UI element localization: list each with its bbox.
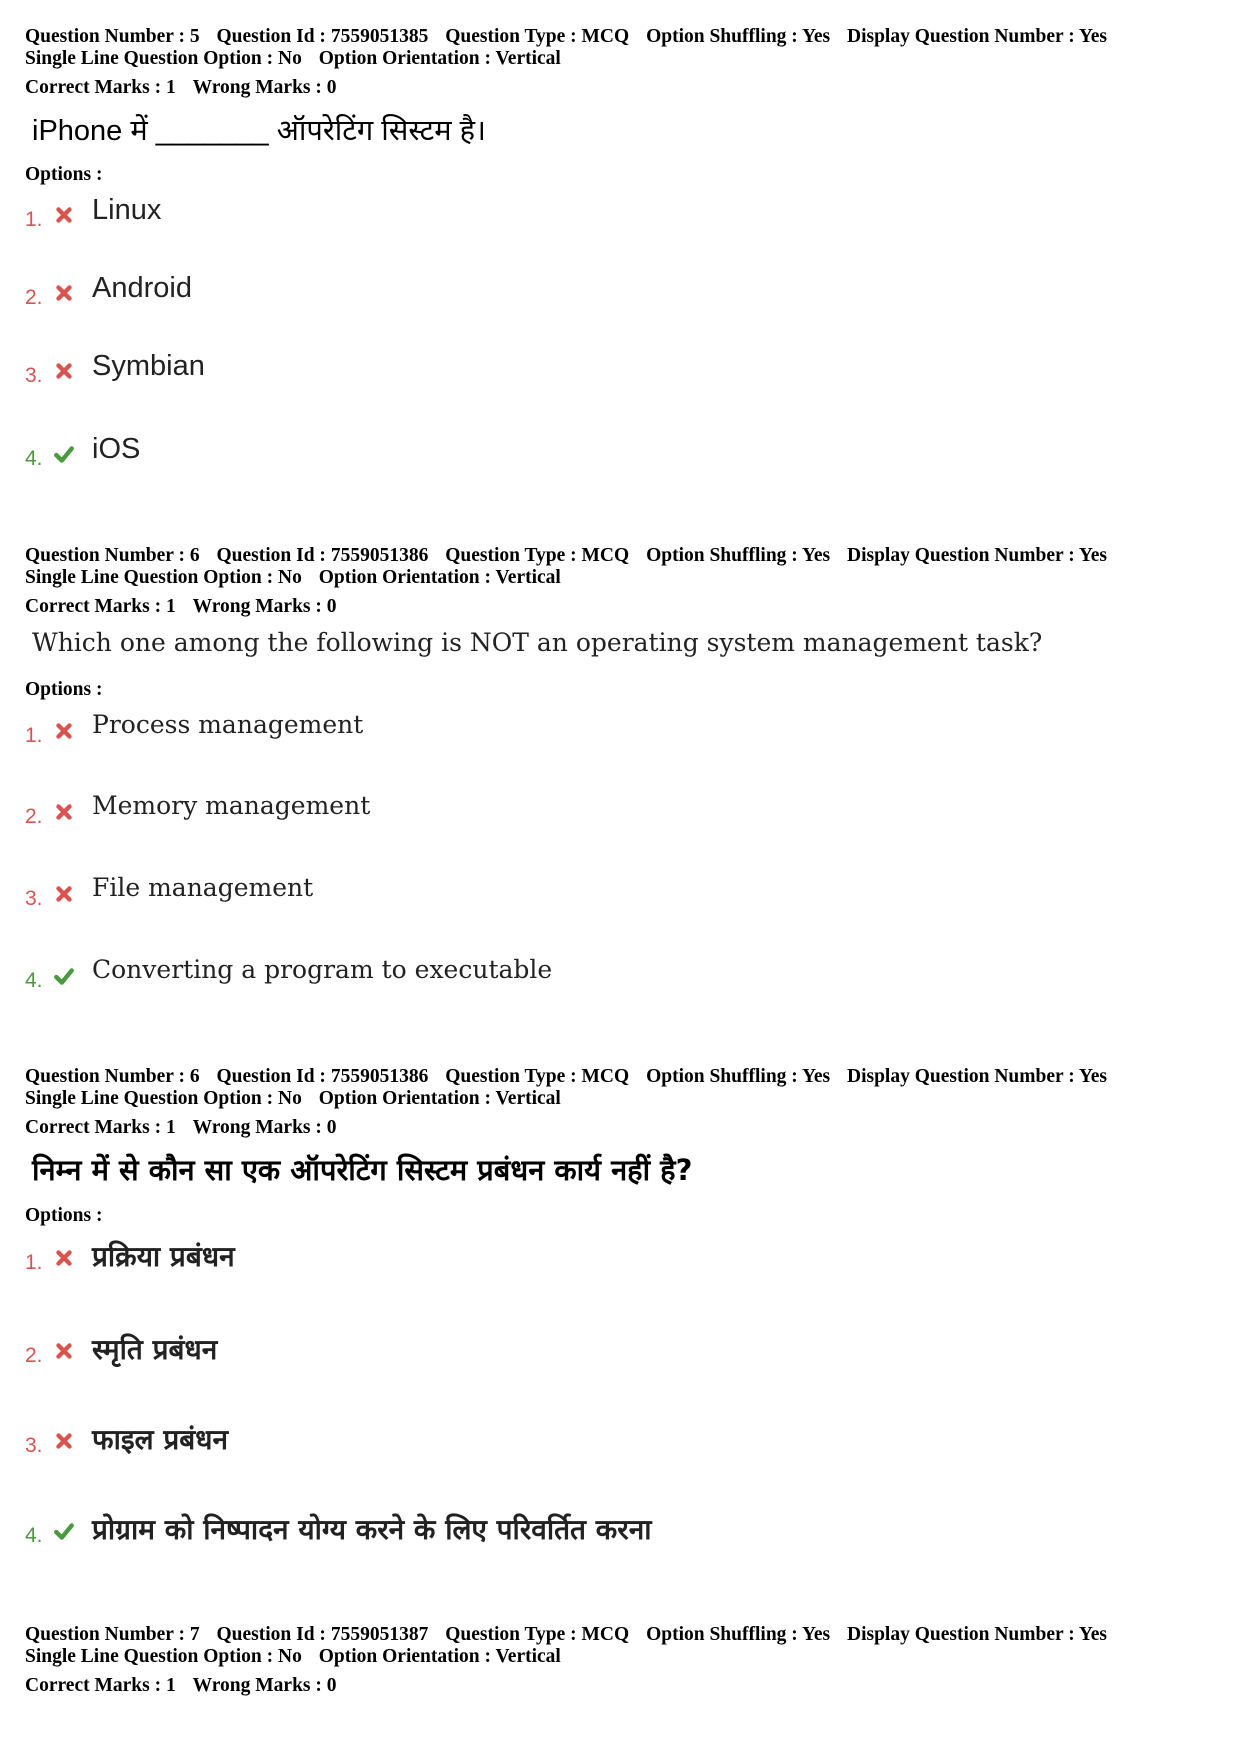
question-header: Question Number : 6 Question Id : 7559051386 Question Type : MCQ Option Shuffling : Yes Display Question Number : Yes Single Line Question Option : No Option Orientation : Vertical Correct Marks : 1 Wrong Marks : 0 bbox=[25, 1066, 1108, 1138]
options-label: Options : bbox=[25, 679, 103, 700]
question-header: Question Number : 5 Question Id : 7559051385 Question Type : MCQ Option Shuffling : Yes Display Question Number : Yes Single Line Question Option : No Option Orientation : Vertical Correct Marks : 1 Wrong Marks : 0 bbox=[25, 26, 1108, 98]
cross-icon bbox=[53, 1340, 75, 1362]
cross-icon bbox=[53, 883, 75, 905]
option-number: 3. bbox=[25, 887, 43, 910]
option-text: प्रक्रिया प्रबंधन bbox=[92, 1240, 235, 1273]
options-label: Options : bbox=[25, 1205, 103, 1226]
option-number: 1. bbox=[25, 1251, 43, 1274]
check-icon bbox=[53, 965, 75, 987]
option-text: प्रोग्राम को निष्पादन योग्य करने के लिए परिवर्तित करना bbox=[92, 1513, 652, 1546]
cross-icon bbox=[53, 1430, 75, 1452]
cross-icon bbox=[53, 720, 75, 742]
option-text: स्मृति प्रबंधन bbox=[92, 1333, 218, 1366]
option-number: 2. bbox=[25, 1344, 43, 1367]
option-text: Android bbox=[92, 272, 192, 304]
cross-icon bbox=[53, 1247, 75, 1269]
option-number: 3. bbox=[25, 364, 43, 387]
check-icon bbox=[53, 1520, 75, 1542]
question-text: Which one among the following is NOT an operating system management task? bbox=[32, 628, 1043, 657]
question-header: Question Number : 6 Question Id : 7559051386 Question Type : MCQ Option Shuffling : Yes Display Question Number : Yes Single Line Question Option : No Option Orientation : Vertical Correct Marks : 1 Wrong Marks : 0 bbox=[25, 545, 1108, 617]
option-text: File management bbox=[92, 873, 314, 902]
option-text: Process management bbox=[92, 710, 364, 739]
option-number: 2. bbox=[25, 805, 43, 828]
question-header: Question Number : 7 Question Id : 7559051387 Question Type : MCQ Option Shuffling : Yes Display Question Number : Yes Single Line Question Option : No Option Orientation : Vertical Correct Marks : 1 Wrong Marks : 0 bbox=[25, 1624, 1108, 1696]
cross-icon bbox=[53, 204, 75, 226]
option-number: 4. bbox=[25, 447, 43, 470]
option-text: Memory management bbox=[92, 791, 371, 820]
question-text: निम्न में से कौन सा एक ऑपरेटिंग सिस्टम प्रबंधन कार्य नहीं है? bbox=[32, 1153, 693, 1187]
cross-icon bbox=[53, 282, 75, 304]
question-text: iPhone में _______ ऑपरेटिंग सिस्टम है। bbox=[32, 115, 487, 147]
option-text: फाइल प्रबंधन bbox=[92, 1423, 229, 1456]
option-number: 1. bbox=[25, 208, 43, 231]
option-text: Linux bbox=[92, 194, 162, 226]
cross-icon bbox=[53, 360, 75, 382]
option-number: 2. bbox=[25, 286, 43, 309]
option-text: Converting a program to executable bbox=[92, 955, 553, 984]
option-number: 3. bbox=[25, 1434, 43, 1457]
options-label: Options : bbox=[25, 164, 103, 185]
option-number: 1. bbox=[25, 724, 43, 747]
option-text: Symbian bbox=[92, 350, 205, 382]
option-number: 4. bbox=[25, 1524, 43, 1547]
cross-icon bbox=[53, 801, 75, 823]
option-number: 4. bbox=[25, 969, 43, 992]
check-icon bbox=[53, 443, 75, 465]
option-text: iOS bbox=[92, 433, 141, 465]
